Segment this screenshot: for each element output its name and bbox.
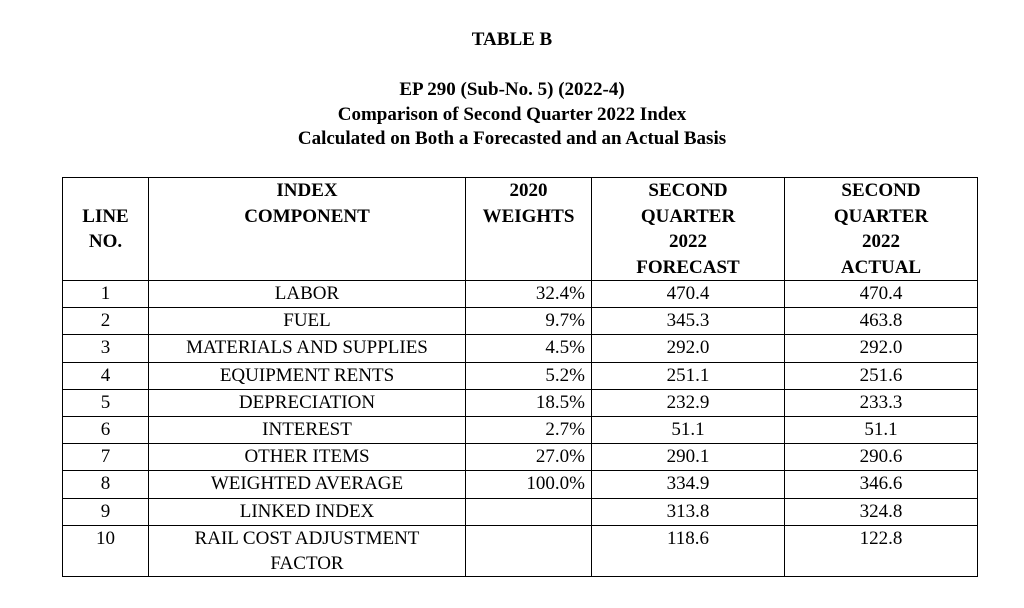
cell-actual: 463.8 [785,308,978,335]
cell-forecast: 118.6 [592,525,785,576]
cell-weight: 4.5% [466,335,592,362]
cell-component: LINKED INDEX [149,498,466,525]
cell-forecast: 290.1 [592,444,785,471]
cell-actual: 251.6 [785,362,978,389]
cell-line-no: 8 [63,471,149,498]
cell-actual: 470.4 [785,281,978,308]
title-line-1: Comparison of Second Quarter 2022 Index [337,103,687,125]
cell-forecast: 470.4 [592,281,785,308]
cell-line-no: 10 [63,525,149,576]
header-actual: SECOND QUARTER 2022 ACTUAL [785,178,978,281]
header-row [63,178,978,281]
table-label: TABLE B [471,29,553,50]
table-title [0,78,1024,152]
cell-weight [466,498,592,525]
cell-line-no: 3 [63,335,149,362]
cell-line-no: 1 [63,281,149,308]
cell-forecast: 334.9 [592,471,785,498]
cell-line-no: 2 [63,308,149,335]
cell-forecast: 232.9 [592,389,785,416]
table-row [63,389,978,416]
cell-actual: 233.3 [785,389,978,416]
cell-component: LABOR [149,281,466,308]
cell-line-no: 7 [63,444,149,471]
cell-actual: 122.8 [785,525,978,576]
cell-actual: 346.6 [785,471,978,498]
cell-weight: 18.5% [466,389,592,416]
cell-component: RAIL COST ADJUSTMENT FACTOR [149,525,466,576]
cell-forecast: 313.8 [592,498,785,525]
cell-actual: 292.0 [785,335,978,362]
header-forecast: SECOND QUARTER 2022 FORECAST [592,178,785,281]
cell-weight [466,525,592,576]
header-index-component: INDEX COMPONENT [149,178,466,281]
cell-component: INTEREST [149,416,466,443]
table-row [63,525,978,576]
cell-component: EQUIPMENT RENTS [149,362,466,389]
index-comparison-table [62,177,978,577]
table-row [63,444,978,471]
header-weights: 2020 WEIGHTS [466,178,592,281]
cell-line-no: 4 [63,362,149,389]
cell-line-no: 9 [63,498,149,525]
table-row [63,471,978,498]
table-row [63,498,978,525]
table-row [63,281,978,308]
table-row [63,308,978,335]
cell-forecast: 292.0 [592,335,785,362]
title-line-2: Calculated on Both a Forecasted and an Actual Basis [297,128,727,149]
table-row [63,416,978,443]
cell-line-no: 6 [63,416,149,443]
cell-line-no: 5 [63,389,149,416]
cell-actual: 324.8 [785,498,978,525]
cell-actual: 51.1 [785,416,978,443]
cell-component: MATERIALS AND SUPPLIES [149,335,466,362]
cell-actual: 290.6 [785,444,978,471]
header-line-no: LINE NO. [63,178,149,281]
cell-weight: 32.4% [466,281,592,308]
cell-forecast: 51.1 [592,416,785,443]
cell-component: FUEL [149,308,466,335]
cell-weight: 9.7% [466,308,592,335]
cell-weight: 100.0% [466,471,592,498]
docket-number: EP 290 (Sub-No. 5) (2022-4) [399,79,625,100]
cell-weight: 27.0% [466,444,592,471]
cell-forecast: 345.3 [592,308,785,335]
table-row [63,362,978,389]
cell-component: OTHER ITEMS [149,444,466,471]
cell-weight: 5.2% [466,362,592,389]
cell-weight: 2.7% [466,416,592,443]
table-row [63,335,978,362]
cell-component: DEPRECIATION [149,389,466,416]
cell-forecast: 251.1 [592,362,785,389]
cell-component: WEIGHTED AVERAGE [149,471,466,498]
